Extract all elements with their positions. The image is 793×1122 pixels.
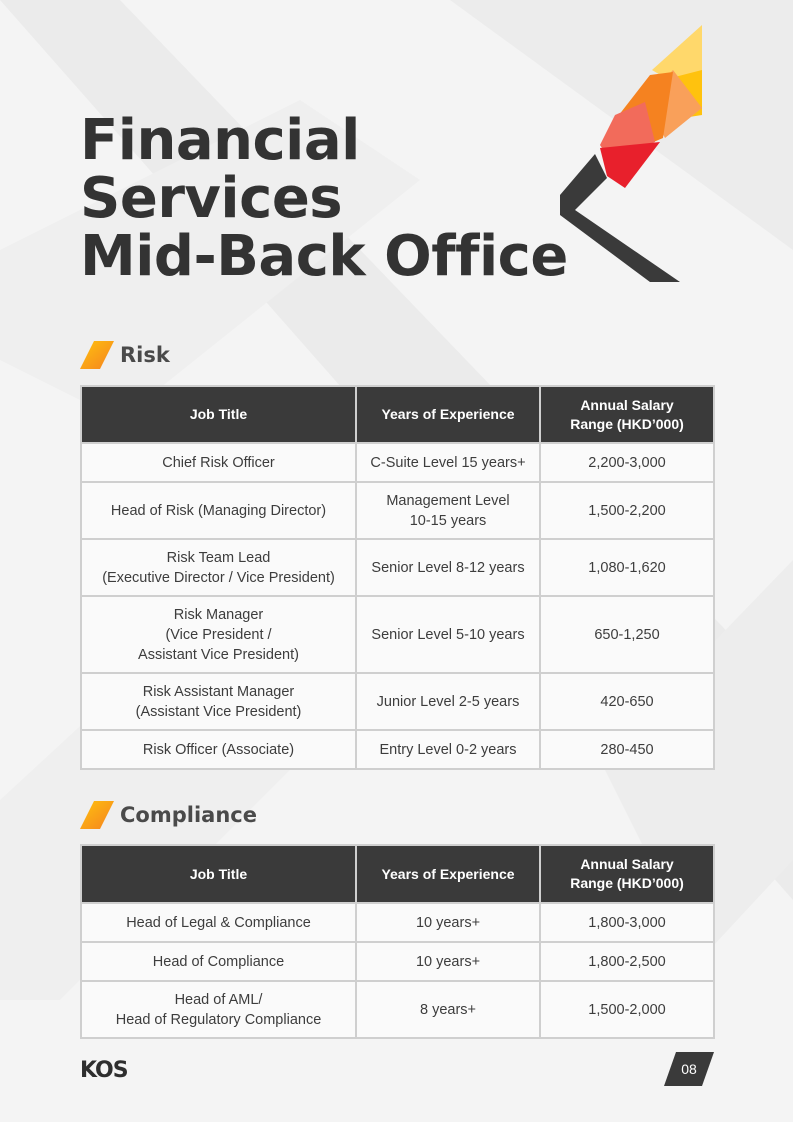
table-row <box>81 942 714 981</box>
slash-accent-icon <box>80 801 114 829</box>
page-number <box>664 1052 714 1086</box>
years-cell <box>356 903 540 942</box>
text-line: 8 years+ <box>419 1001 477 1018</box>
brand-graphic <box>555 20 705 282</box>
text-line: 10 years+ <box>415 914 481 931</box>
job-title-cell <box>81 443 356 482</box>
years-cell <box>356 443 540 482</box>
text-line: (Vice President / <box>165 626 272 643</box>
text-line: 10-15 years <box>409 512 487 529</box>
column-header-years: Years of Experience <box>356 845 540 903</box>
text-line: Head of AML/ <box>174 991 263 1008</box>
job-title-cell <box>81 596 356 673</box>
slash-accent-icon <box>80 341 114 369</box>
salary-cell: 1,800-3,000 <box>540 903 714 942</box>
years-cell <box>356 482 540 539</box>
text-line: Chief Risk Officer <box>162 454 275 471</box>
text-line: Senior Level 5-10 years <box>371 626 525 643</box>
column-header-salary <box>540 845 714 903</box>
text-line: Risk Team Lead <box>166 549 271 566</box>
text-line: Head of Compliance <box>152 953 285 970</box>
table-row <box>81 443 714 482</box>
salary-cell: 1,800-2,500 <box>540 942 714 981</box>
header-line: Range (HKD’000) <box>570 875 684 891</box>
title-line: Financial <box>80 108 360 173</box>
table-row <box>81 673 714 730</box>
table-header-row <box>81 845 714 903</box>
text-line: Risk Manager <box>173 606 264 623</box>
column-header-years: Years of Experience <box>356 386 540 443</box>
text-line: Head of Risk (Managing Director) <box>110 502 327 519</box>
salary-cell: 650-1,250 <box>540 596 714 673</box>
job-title-cell <box>81 482 356 539</box>
years-cell <box>356 942 540 981</box>
job-title-cell <box>81 673 356 730</box>
section-title: Compliance <box>120 803 257 827</box>
table-header-row <box>81 386 714 443</box>
title-line: Mid-Back Office <box>80 224 568 289</box>
text-line: Risk Officer (Associate) <box>142 741 295 758</box>
table-row <box>81 903 714 942</box>
job-title-cell <box>81 981 356 1038</box>
years-cell <box>356 673 540 730</box>
text-line: Management Level <box>386 492 510 509</box>
salary-cell: 420-650 <box>540 673 714 730</box>
job-title-cell <box>81 903 356 942</box>
table-row <box>81 539 714 596</box>
text-line: (Assistant Vice President) <box>135 703 302 720</box>
title-line: Services <box>80 166 343 231</box>
years-cell <box>356 539 540 596</box>
salary-cell: 280-450 <box>540 730 714 769</box>
header-line: Annual Salary <box>580 856 674 872</box>
page-title <box>80 108 568 289</box>
text-line: Risk Assistant Manager <box>142 683 295 700</box>
salary-cell: 1,500-2,000 <box>540 981 714 1038</box>
section-title: Risk <box>120 343 170 367</box>
text-line: Head of Legal & Compliance <box>126 914 311 931</box>
compliance-section-header <box>80 801 257 829</box>
text-line: Head of Regulatory Compliance <box>115 1011 322 1028</box>
column-header-salary <box>540 386 714 443</box>
table-row <box>81 981 714 1038</box>
table-row <box>81 596 714 673</box>
risk-table <box>80 385 715 770</box>
text-line: C-Suite Level 15 years+ <box>370 454 526 471</box>
years-cell <box>356 730 540 769</box>
text-line: Senior Level 8-12 years <box>371 559 525 576</box>
text-line: Junior Level 2-5 years <box>376 693 520 710</box>
job-title-cell <box>81 539 356 596</box>
text-line: Entry Level 0-2 years <box>379 741 517 758</box>
header-line: Range (HKD’000) <box>570 415 684 432</box>
salary-cell: 1,080-1,620 <box>540 539 714 596</box>
job-title-cell <box>81 942 356 981</box>
text-line: (Executive Director / Vice President) <box>102 569 335 586</box>
years-cell <box>356 981 540 1038</box>
job-title-cell <box>81 730 356 769</box>
salary-cell: 1,500-2,200 <box>540 482 714 539</box>
years-cell <box>356 596 540 673</box>
header-line: Annual Salary <box>580 396 674 413</box>
column-header-job-title: Job Title <box>81 386 356 443</box>
table-row <box>81 730 714 769</box>
footer-brand-logo: KOS <box>80 1058 128 1083</box>
text-line: Assistant Vice President) <box>138 646 299 663</box>
compliance-table <box>80 844 715 1039</box>
table-row <box>81 482 714 539</box>
salary-cell: 2,200-3,000 <box>540 443 714 482</box>
risk-section-header <box>80 341 170 369</box>
page-number-text: 08 <box>681 1061 697 1077</box>
column-header-job-title: Job Title <box>81 845 356 903</box>
text-line: 10 years+ <box>415 953 481 970</box>
